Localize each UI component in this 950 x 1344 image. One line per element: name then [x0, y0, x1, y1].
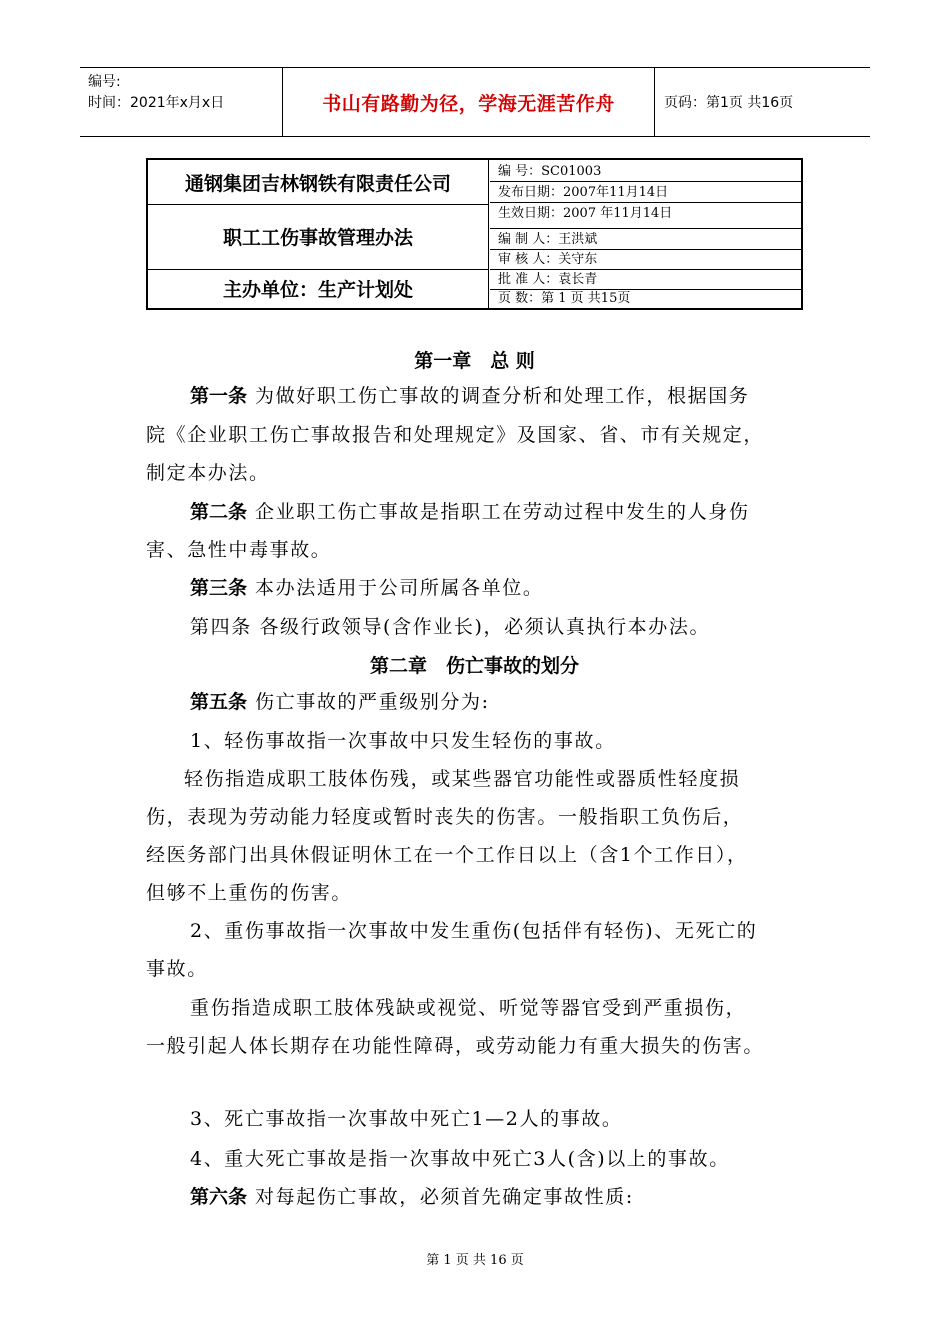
line-text: 对每起伤亡事故，必须首先确定事故性质: [255, 1186, 634, 1208]
info-row-pages: 页 数：第 1 页 共15页 [498, 291, 631, 306]
company-name: 通钢集团吉林钢铁有限责任公司 [184, 172, 451, 195]
info-row-reviewer: 审 核 人：关守东 [498, 252, 598, 267]
document-info-table [146, 158, 803, 310]
header-meta [88, 72, 284, 114]
paragraph-line: 事故。 [146, 958, 208, 980]
table-line [490, 181, 801, 182]
table-divider [488, 160, 489, 308]
info-row-approver: 批 准 人：袁长青 [498, 272, 598, 287]
line-text: 为做好职工伤亡事故的调查分析和处理工作，根据国务 [255, 385, 750, 407]
line-text: 本办法适用于公司所属各单位。 [255, 577, 544, 599]
info-row-effective-date: 生效日期：2007 年11月14日 [498, 206, 673, 221]
paragraph-line: 院《企业职工伤亡事故报告和处理规定》及国家、省、市有关规定， [146, 424, 765, 446]
paragraph-line: 但够不上重伤的伤害。 [146, 882, 353, 904]
article-label: 第一条 [190, 385, 248, 407]
info-row-author: 编 制 人：王洪斌 [498, 232, 598, 247]
paragraph-line: 经医务部门出具休假证明休工在一个工作日以上（含1个工作日）， [146, 844, 748, 866]
paragraph-line: 4、重大死亡事故是指一次事故中死亡3人(含)以上的事故。 [190, 1148, 730, 1170]
paragraph-line [190, 576, 543, 601]
paragraph-line: 第四条 各级行政领导(含作业长)，必须认真执行本办法。 [190, 616, 711, 638]
paragraph-line: 轻伤指造成职工肢体伤残，或某些器官功能性或器质性轻度损 [184, 768, 741, 790]
info-row-number: 编 号：SC01003 [498, 164, 602, 179]
info-left-column [148, 160, 488, 308]
document-title: 职工工伤事故管理办法 [222, 227, 413, 249]
article-label: 第五条 [190, 691, 248, 713]
paragraph-line: 2、重伤事故指一次事故中发生重伤(包括伴有轻伤)、无死亡的 [190, 920, 758, 942]
paragraph-line: 重伤指造成职工肢体残缺或视觉、听觉等器官受到严重损伤， [190, 997, 747, 1019]
paragraph-line [190, 690, 490, 715]
header-page-info: 页码：第1页 共16页 [664, 95, 794, 111]
line-text: 伤亡事故的严重级别分为: [255, 691, 490, 713]
paragraph-line [190, 1185, 634, 1210]
paragraph-line: 3、死亡事故指一次事故中死亡1—2人的事故。 [190, 1108, 623, 1130]
paragraph-line: 制定本办法。 [146, 462, 270, 484]
header-motto: 书山有路勤为径，学海无涯苦作舟 [322, 92, 615, 115]
time-label: 时间：2021年x月x日 [88, 95, 225, 111]
article-label: 第二条 [190, 501, 248, 523]
line-text: 企业职工伤亡事故是指职工在劳动过程中发生的人身伤 [255, 501, 750, 523]
paragraph-line: 害、急性中毒事故。 [146, 539, 332, 561]
article-label: 第六条 [190, 1186, 248, 1208]
page-footer: 第 1 页 共 16 页 [426, 1253, 524, 1268]
chapter-heading: 第二章 伤亡事故的划分 [369, 655, 579, 677]
paragraph-line: 一般引起人体长期存在功能性障碍，或劳动能力有重大损失的伤害。 [146, 1035, 765, 1057]
info-row-publish-date: 发布日期：2007年11月14日 [498, 185, 669, 200]
article-label: 第三条 [190, 577, 248, 599]
table-line [490, 202, 801, 203]
header-divider [654, 68, 655, 136]
paragraph-line: 1、轻伤事故指一次事故中只发生轻伤的事故。 [190, 730, 616, 752]
host-unit: 主办单位：生产计划处 [222, 279, 413, 301]
number-label: 编号: [88, 74, 121, 90]
table-line [490, 228, 801, 229]
chapter-heading: 第一章 总 则 [414, 350, 535, 372]
paragraph-line: 伤，表现为劳动能力轻度或暂时丧失的伤害。一般指职工负伤后， [146, 806, 744, 828]
paragraph-line [190, 384, 749, 409]
paragraph-line [190, 500, 749, 525]
page-header [80, 67, 870, 137]
